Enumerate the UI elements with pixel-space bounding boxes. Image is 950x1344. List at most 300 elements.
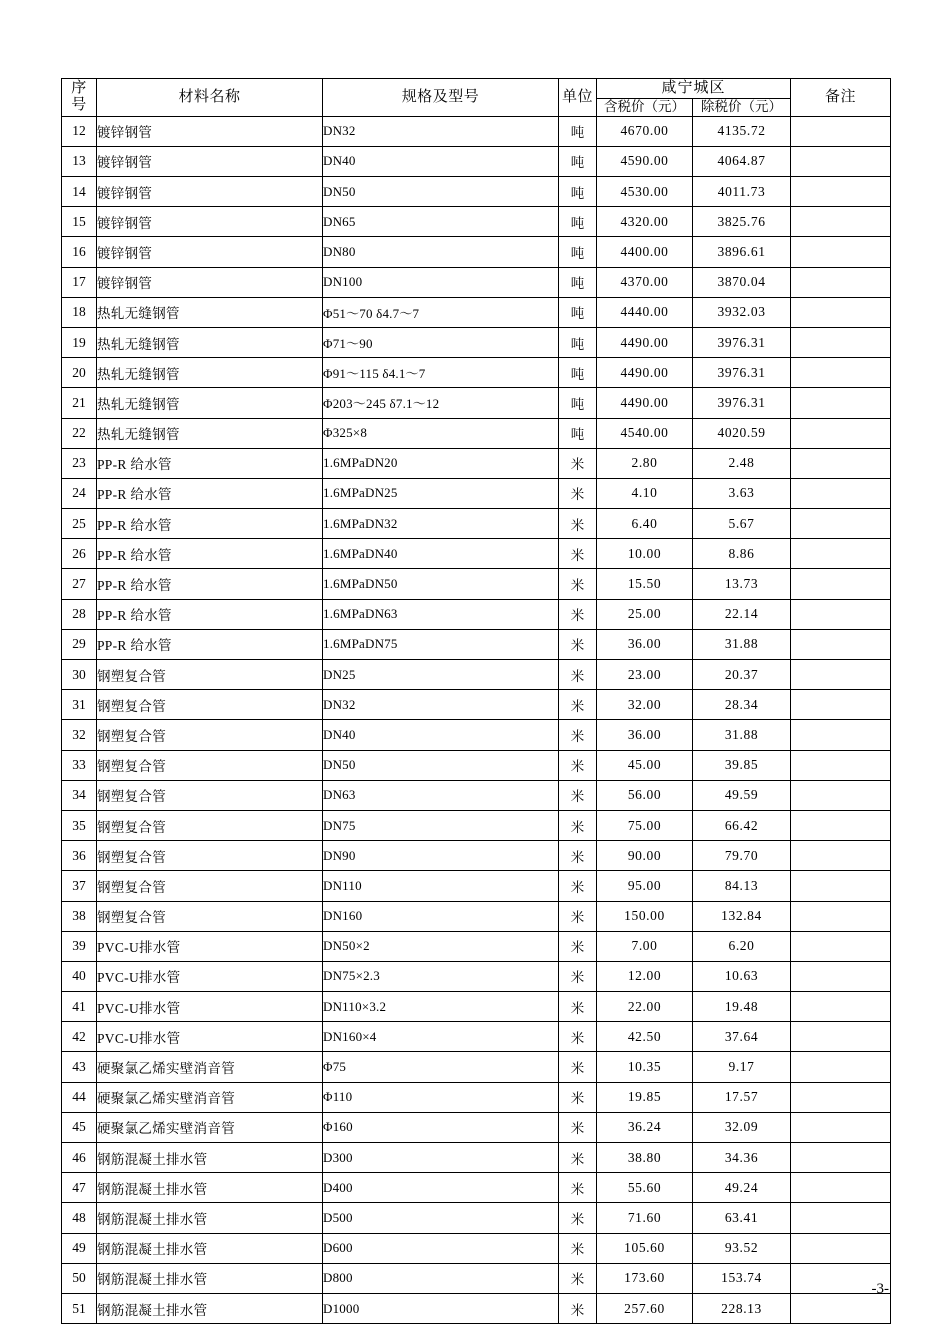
cell-remark — [791, 327, 891, 357]
cell-remark — [791, 146, 891, 176]
cell-price-with-tax: 4490.00 — [597, 358, 693, 388]
table-row — [62, 992, 891, 1022]
table-row — [62, 1112, 891, 1142]
cell-index: 31 — [62, 690, 97, 720]
cell-material-name: 硬聚氯乙烯实壁消音管 — [97, 1112, 323, 1142]
cell-unit: 米 — [559, 961, 597, 991]
cell-unit: 吨 — [559, 388, 597, 418]
cell-unit: 米 — [559, 509, 597, 539]
cell-index: 12 — [62, 116, 97, 146]
cell-index: 16 — [62, 237, 97, 267]
cell-material-name: 镀锌钢管 — [97, 177, 323, 207]
cell-price-without-tax: 79.70 — [693, 841, 791, 871]
cell-unit: 米 — [559, 1173, 597, 1203]
table-row — [62, 146, 891, 176]
cell-price-without-tax: 34.36 — [693, 1143, 791, 1173]
cell-material-name: 热轧无缝钢管 — [97, 327, 323, 357]
cell-index: 33 — [62, 750, 97, 780]
cell-index: 13 — [62, 146, 97, 176]
cell-index: 27 — [62, 569, 97, 599]
cell-index: 15 — [62, 207, 97, 237]
table-row — [62, 509, 891, 539]
cell-price-with-tax: 4490.00 — [597, 388, 693, 418]
cell-price-with-tax: 4400.00 — [597, 237, 693, 267]
cell-material-name: PP-R 给水管 — [97, 509, 323, 539]
cell-remark — [791, 810, 891, 840]
cell-price-with-tax: 105.60 — [597, 1233, 693, 1263]
table-row — [62, 448, 891, 478]
cell-index: 45 — [62, 1112, 97, 1142]
cell-specification: DN32 — [323, 690, 559, 720]
cell-remark — [791, 660, 891, 690]
cell-remark — [791, 1203, 891, 1233]
cell-unit: 米 — [559, 720, 597, 750]
cell-material-name: 热轧无缝钢管 — [97, 358, 323, 388]
cell-specification: 1.6MPaDN40 — [323, 539, 559, 569]
cell-material-name: 钢塑复合管 — [97, 901, 323, 931]
cell-unit: 吨 — [559, 297, 597, 327]
cell-price-without-tax: 5.67 — [693, 509, 791, 539]
cell-specification: 1.6MPaDN75 — [323, 629, 559, 659]
cell-price-with-tax: 4530.00 — [597, 177, 693, 207]
cell-specification: DN75 — [323, 810, 559, 840]
column-header-material-name: 材料名称 — [97, 79, 323, 117]
column-header-index-line2: 号 — [71, 97, 87, 114]
column-header-remark: 备注 — [791, 79, 891, 117]
cell-specification: DN50 — [323, 177, 559, 207]
cell-index: 25 — [62, 509, 97, 539]
cell-price-with-tax: 71.60 — [597, 1203, 693, 1233]
table-row — [62, 327, 891, 357]
cell-material-name: PVC-U排水管 — [97, 1022, 323, 1052]
cell-price-without-tax: 6.20 — [693, 931, 791, 961]
cell-material-name: 钢筋混凝土排水管 — [97, 1173, 323, 1203]
cell-specification: 1.6MPaDN63 — [323, 599, 559, 629]
cell-unit: 吨 — [559, 358, 597, 388]
cell-index: 48 — [62, 1203, 97, 1233]
cell-price-without-tax: 49.59 — [693, 780, 791, 810]
column-header-index-line1: 序 — [71, 80, 87, 97]
cell-specification: Φ160 — [323, 1112, 559, 1142]
material-price-table — [61, 78, 891, 1324]
cell-price-with-tax: 25.00 — [597, 599, 693, 629]
table-row — [62, 418, 891, 448]
cell-remark — [791, 629, 891, 659]
cell-index: 23 — [62, 448, 97, 478]
cell-remark — [791, 116, 891, 146]
cell-index: 37 — [62, 871, 97, 901]
cell-price-without-tax: 3825.76 — [693, 207, 791, 237]
cell-index: 19 — [62, 327, 97, 357]
cell-unit: 米 — [559, 1233, 597, 1263]
cell-unit: 吨 — [559, 327, 597, 357]
cell-unit: 米 — [559, 1263, 597, 1293]
cell-material-name: PVC-U排水管 — [97, 931, 323, 961]
table-row — [62, 207, 891, 237]
cell-unit: 米 — [559, 871, 597, 901]
cell-unit: 米 — [559, 569, 597, 599]
table-row — [62, 177, 891, 207]
cell-remark — [791, 720, 891, 750]
cell-specification: 1.6MPaDN32 — [323, 509, 559, 539]
cell-specification: DN50×2 — [323, 931, 559, 961]
cell-index: 49 — [62, 1233, 97, 1263]
cell-remark — [791, 207, 891, 237]
cell-price-without-tax: 28.34 — [693, 690, 791, 720]
cell-price-with-tax: 4540.00 — [597, 418, 693, 448]
table-header — [62, 79, 891, 117]
table-row — [62, 478, 891, 508]
cell-unit: 吨 — [559, 207, 597, 237]
cell-index: 32 — [62, 720, 97, 750]
cell-material-name: 钢塑复合管 — [97, 871, 323, 901]
cell-remark — [791, 901, 891, 931]
cell-unit: 吨 — [559, 267, 597, 297]
table-row — [62, 871, 891, 901]
cell-specification: DN40 — [323, 146, 559, 176]
cell-price-with-tax: 4490.00 — [597, 327, 693, 357]
table-row — [62, 629, 891, 659]
cell-price-with-tax: 10.00 — [597, 539, 693, 569]
cell-material-name: 镀锌钢管 — [97, 237, 323, 267]
cell-material-name: PP-R 给水管 — [97, 448, 323, 478]
cell-specification: Φ71～90 — [323, 327, 559, 357]
cell-remark — [791, 418, 891, 448]
cell-specification: Φ203～245 δ7.1～12 — [323, 388, 559, 418]
cell-specification: D500 — [323, 1203, 559, 1233]
cell-price-without-tax: 93.52 — [693, 1233, 791, 1263]
cell-price-without-tax: 8.86 — [693, 539, 791, 569]
cell-price-without-tax: 63.41 — [693, 1203, 791, 1233]
cell-remark — [791, 237, 891, 267]
cell-remark — [791, 841, 891, 871]
table-row — [62, 690, 891, 720]
cell-remark — [791, 297, 891, 327]
table-row — [62, 569, 891, 599]
cell-index: 30 — [62, 660, 97, 690]
cell-price-with-tax: 4590.00 — [597, 146, 693, 176]
cell-price-without-tax: 31.88 — [693, 720, 791, 750]
cell-unit: 米 — [559, 810, 597, 840]
cell-remark — [791, 1022, 891, 1052]
cell-remark — [791, 750, 891, 780]
column-header-index — [62, 79, 97, 117]
cell-unit: 吨 — [559, 146, 597, 176]
cell-specification: DN160 — [323, 901, 559, 931]
cell-price-without-tax: 31.88 — [693, 629, 791, 659]
table-row — [62, 358, 891, 388]
cell-specification: D400 — [323, 1173, 559, 1203]
cell-remark — [791, 358, 891, 388]
table-row — [62, 599, 891, 629]
cell-price-without-tax: 3976.31 — [693, 327, 791, 357]
cell-price-with-tax: 7.00 — [597, 931, 693, 961]
cell-unit: 米 — [559, 1143, 597, 1173]
column-header-price-with-tax: 含税价（元） — [597, 98, 693, 116]
cell-index: 22 — [62, 418, 97, 448]
cell-remark — [791, 931, 891, 961]
cell-specification: Φ110 — [323, 1082, 559, 1112]
cell-unit: 米 — [559, 478, 597, 508]
cell-unit: 米 — [559, 1203, 597, 1233]
cell-material-name: 镀锌钢管 — [97, 267, 323, 297]
cell-index: 20 — [62, 358, 97, 388]
cell-unit: 米 — [559, 1112, 597, 1142]
cell-price-with-tax: 4370.00 — [597, 267, 693, 297]
table-row — [62, 1082, 891, 1112]
cell-price-without-tax: 66.42 — [693, 810, 791, 840]
cell-index: 26 — [62, 539, 97, 569]
cell-specification: DN32 — [323, 116, 559, 146]
cell-price-with-tax: 22.00 — [597, 992, 693, 1022]
cell-price-without-tax: 4020.59 — [693, 418, 791, 448]
cell-remark — [791, 992, 891, 1022]
cell-remark — [791, 388, 891, 418]
cell-remark — [791, 509, 891, 539]
cell-specification: DN40 — [323, 720, 559, 750]
cell-remark — [791, 267, 891, 297]
cell-remark — [791, 690, 891, 720]
cell-specification: D600 — [323, 1233, 559, 1263]
cell-specification: 1.6MPaDN50 — [323, 569, 559, 599]
cell-specification: DN63 — [323, 780, 559, 810]
cell-specification: D300 — [323, 1143, 559, 1173]
table-body — [62, 116, 891, 1324]
cell-index: 43 — [62, 1052, 97, 1082]
cell-unit: 吨 — [559, 418, 597, 448]
cell-index: 24 — [62, 478, 97, 508]
cell-unit: 米 — [559, 780, 597, 810]
cell-material-name: 热轧无缝钢管 — [97, 297, 323, 327]
cell-remark — [791, 177, 891, 207]
cell-specification: D800 — [323, 1263, 559, 1293]
cell-specification: DN100 — [323, 267, 559, 297]
cell-price-without-tax: 3932.03 — [693, 297, 791, 327]
cell-unit: 吨 — [559, 237, 597, 267]
table-row — [62, 1143, 891, 1173]
cell-price-without-tax: 49.24 — [693, 1173, 791, 1203]
cell-index: 47 — [62, 1173, 97, 1203]
cell-unit: 米 — [559, 448, 597, 478]
cell-index: 36 — [62, 841, 97, 871]
table-row — [62, 297, 891, 327]
cell-material-name: 钢筋混凝土排水管 — [97, 1293, 323, 1323]
cell-price-with-tax: 257.60 — [597, 1293, 693, 1323]
cell-index: 29 — [62, 629, 97, 659]
cell-material-name: PVC-U排水管 — [97, 992, 323, 1022]
cell-price-with-tax: 56.00 — [597, 780, 693, 810]
cell-specification: DN110×3.2 — [323, 992, 559, 1022]
cell-material-name: 钢塑复合管 — [97, 750, 323, 780]
cell-remark — [791, 1233, 891, 1263]
cell-price-without-tax: 20.37 — [693, 660, 791, 690]
cell-index: 28 — [62, 599, 97, 629]
cell-remark — [791, 961, 891, 991]
column-header-specification: 规格及型号 — [323, 79, 559, 117]
cell-material-name: 硬聚氯乙烯实壁消音管 — [97, 1052, 323, 1082]
cell-material-name: 钢筋混凝土排水管 — [97, 1143, 323, 1173]
cell-specification: DN25 — [323, 660, 559, 690]
cell-index: 17 — [62, 267, 97, 297]
cell-price-with-tax: 90.00 — [597, 841, 693, 871]
cell-price-with-tax: 4320.00 — [597, 207, 693, 237]
cell-index: 35 — [62, 810, 97, 840]
cell-price-without-tax: 22.14 — [693, 599, 791, 629]
cell-unit: 米 — [559, 599, 597, 629]
cell-material-name: PP-R 给水管 — [97, 629, 323, 659]
cell-remark — [791, 1082, 891, 1112]
cell-material-name: 钢塑复合管 — [97, 720, 323, 750]
cell-unit: 米 — [559, 690, 597, 720]
cell-remark — [791, 478, 891, 508]
cell-specification: Φ51～70 δ4.7～7 — [323, 297, 559, 327]
cell-remark — [791, 1173, 891, 1203]
cell-price-with-tax: 6.40 — [597, 509, 693, 539]
cell-index: 38 — [62, 901, 97, 931]
table-row — [62, 780, 891, 810]
table-row — [62, 237, 891, 267]
cell-material-name: 钢塑复合管 — [97, 841, 323, 871]
cell-price-without-tax: 37.64 — [693, 1022, 791, 1052]
table-row — [62, 1022, 891, 1052]
table-row — [62, 1233, 891, 1263]
cell-price-with-tax: 36.00 — [597, 629, 693, 659]
column-header-unit: 单位 — [559, 79, 597, 117]
cell-price-without-tax: 228.13 — [693, 1293, 791, 1323]
cell-unit: 米 — [559, 660, 597, 690]
cell-price-without-tax: 3896.61 — [693, 237, 791, 267]
table-row — [62, 388, 891, 418]
table-row — [62, 116, 891, 146]
cell-material-name: 钢筋混凝土排水管 — [97, 1203, 323, 1233]
cell-price-without-tax: 84.13 — [693, 871, 791, 901]
cell-price-with-tax: 42.50 — [597, 1022, 693, 1052]
table-row — [62, 810, 891, 840]
cell-specification: 1.6MPaDN25 — [323, 478, 559, 508]
cell-index: 44 — [62, 1082, 97, 1112]
cell-price-with-tax: 4670.00 — [597, 116, 693, 146]
cell-specification: DN50 — [323, 750, 559, 780]
cell-specification: DN160×4 — [323, 1022, 559, 1052]
table-row — [62, 750, 891, 780]
cell-material-name: 硬聚氯乙烯实壁消音管 — [97, 1082, 323, 1112]
table-row — [62, 841, 891, 871]
cell-price-without-tax: 10.63 — [693, 961, 791, 991]
cell-index: 14 — [62, 177, 97, 207]
cell-unit: 米 — [559, 1293, 597, 1323]
table-row — [62, 901, 891, 931]
table-row — [62, 961, 891, 991]
cell-price-with-tax: 75.00 — [597, 810, 693, 840]
cell-specification: DN65 — [323, 207, 559, 237]
cell-specification: Φ91～115 δ4.1～7 — [323, 358, 559, 388]
cell-remark — [791, 780, 891, 810]
cell-remark — [791, 539, 891, 569]
cell-index: 18 — [62, 297, 97, 327]
cell-remark — [791, 1143, 891, 1173]
cell-specification: DN110 — [323, 871, 559, 901]
cell-price-with-tax: 45.00 — [597, 750, 693, 780]
cell-price-without-tax: 4064.87 — [693, 146, 791, 176]
cell-material-name: 镀锌钢管 — [97, 146, 323, 176]
cell-unit: 米 — [559, 992, 597, 1022]
cell-index: 34 — [62, 780, 97, 810]
cell-price-with-tax: 150.00 — [597, 901, 693, 931]
cell-price-with-tax: 38.80 — [597, 1143, 693, 1173]
cell-unit: 米 — [559, 901, 597, 931]
cell-material-name: 钢筋混凝土排水管 — [97, 1263, 323, 1293]
cell-remark — [791, 448, 891, 478]
cell-price-without-tax: 4011.73 — [693, 177, 791, 207]
cell-index: 42 — [62, 1022, 97, 1052]
cell-unit: 米 — [559, 931, 597, 961]
cell-material-name: 钢塑复合管 — [97, 660, 323, 690]
table-row — [62, 660, 891, 690]
cell-unit: 吨 — [559, 177, 597, 207]
cell-material-name: 钢筋混凝土排水管 — [97, 1233, 323, 1263]
cell-specification: DN75×2.3 — [323, 961, 559, 991]
cell-price-without-tax: 32.09 — [693, 1112, 791, 1142]
cell-unit: 米 — [559, 629, 597, 659]
cell-unit: 米 — [559, 1082, 597, 1112]
cell-material-name: PP-R 给水管 — [97, 569, 323, 599]
cell-price-with-tax: 15.50 — [597, 569, 693, 599]
cell-price-with-tax: 173.60 — [597, 1263, 693, 1293]
cell-material-name: 镀锌钢管 — [97, 207, 323, 237]
cell-material-name: PP-R 给水管 — [97, 478, 323, 508]
cell-material-name: PVC-U排水管 — [97, 961, 323, 991]
table-row — [62, 1203, 891, 1233]
table-row — [62, 720, 891, 750]
material-price-table-container — [61, 78, 890, 1324]
cell-unit: 米 — [559, 539, 597, 569]
cell-price-without-tax: 3870.04 — [693, 267, 791, 297]
cell-specification: DN80 — [323, 237, 559, 267]
cell-remark — [791, 871, 891, 901]
cell-index: 46 — [62, 1143, 97, 1173]
cell-material-name: 钢塑复合管 — [97, 690, 323, 720]
cell-price-without-tax: 132.84 — [693, 901, 791, 931]
cell-unit: 米 — [559, 1022, 597, 1052]
cell-material-name: 钢塑复合管 — [97, 810, 323, 840]
cell-price-with-tax: 4440.00 — [597, 297, 693, 327]
cell-price-with-tax: 10.35 — [597, 1052, 693, 1082]
cell-material-name: PP-R 给水管 — [97, 599, 323, 629]
header-row-top — [62, 79, 891, 99]
cell-price-without-tax: 9.17 — [693, 1052, 791, 1082]
cell-index: 51 — [62, 1293, 97, 1323]
cell-specification: Φ325×8 — [323, 418, 559, 448]
cell-remark — [791, 1052, 891, 1082]
cell-specification: Φ75 — [323, 1052, 559, 1082]
cell-price-with-tax: 12.00 — [597, 961, 693, 991]
cell-material-name: 热轧无缝钢管 — [97, 388, 323, 418]
cell-price-without-tax: 3.63 — [693, 478, 791, 508]
cell-price-without-tax: 4135.72 — [693, 116, 791, 146]
cell-specification: DN90 — [323, 841, 559, 871]
cell-unit: 吨 — [559, 116, 597, 146]
cell-price-with-tax: 36.00 — [597, 720, 693, 750]
cell-material-name: 镀锌钢管 — [97, 116, 323, 146]
cell-material-name: 钢塑复合管 — [97, 780, 323, 810]
cell-specification: D1000 — [323, 1293, 559, 1323]
cell-remark — [791, 569, 891, 599]
cell-price-with-tax: 55.60 — [597, 1173, 693, 1203]
cell-price-without-tax: 19.48 — [693, 992, 791, 1022]
cell-index: 39 — [62, 931, 97, 961]
cell-unit: 米 — [559, 1052, 597, 1082]
cell-price-without-tax: 153.74 — [693, 1263, 791, 1293]
